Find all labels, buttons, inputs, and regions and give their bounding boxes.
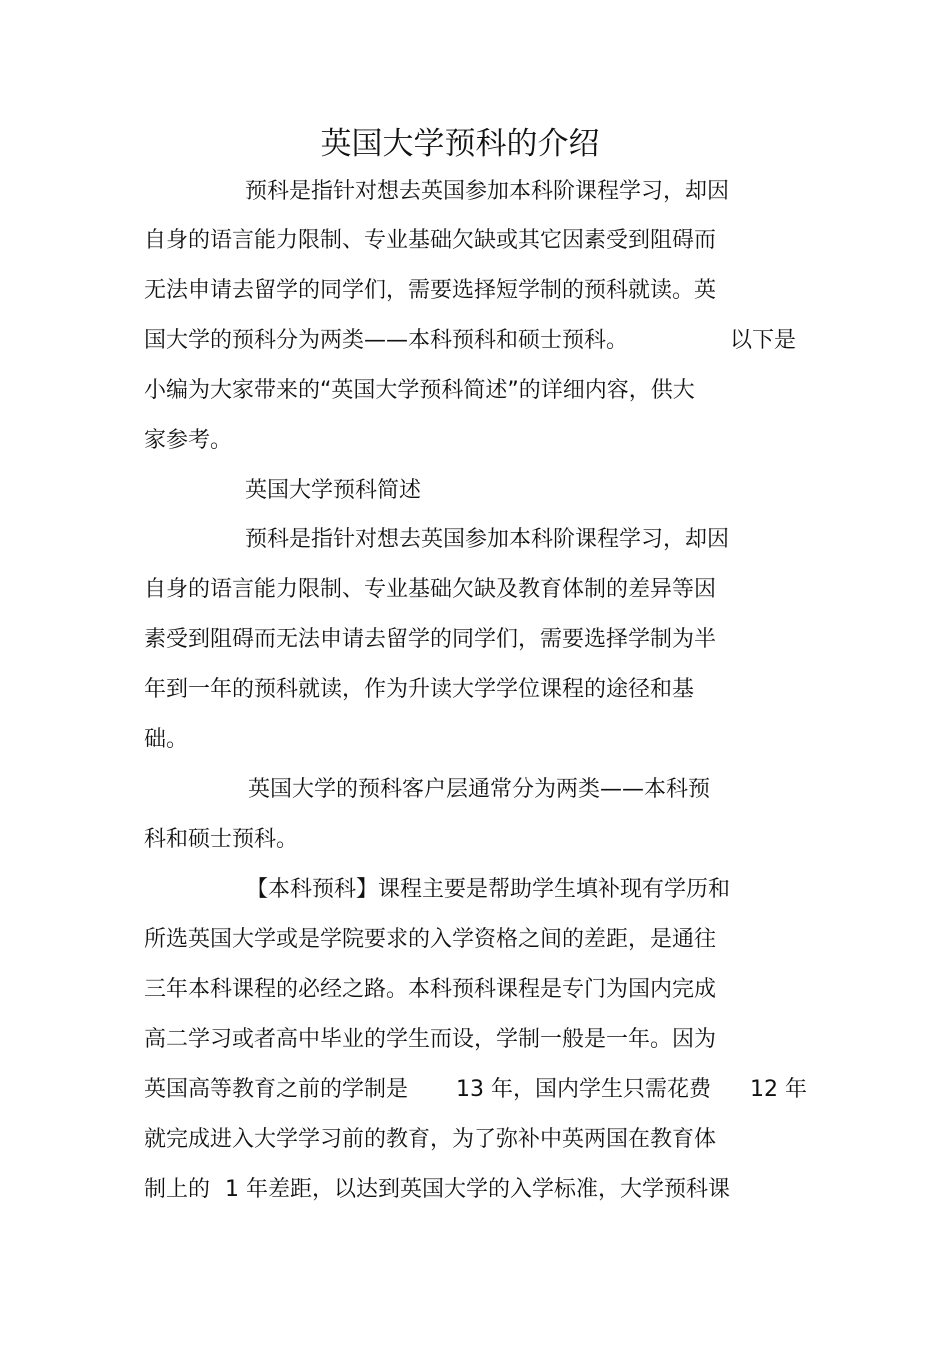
paragraph-line: 英国高等教育之前的学制是 bbox=[144, 1077, 409, 1102]
paragraph-line-fragment: 以下是 bbox=[730, 328, 797, 353]
paragraph-line: 素受到阻碍而无法申请去留学的同学们，需要选择学制为半 bbox=[144, 627, 717, 652]
section-heading: 英国大学预科简述 bbox=[245, 478, 422, 503]
paragraph-line: 所选英国大学或是学院要求的入学资格之间的差距，是通往 bbox=[144, 927, 717, 952]
paragraph-line: 制上的 bbox=[144, 1177, 211, 1202]
paragraph-line: 【本科预科】课程主要是帮助学生填补现有学历和 bbox=[246, 877, 731, 902]
paragraph-line-fragment: 1 年差距，以达到英国大学的入学标准，大学预科课 bbox=[225, 1177, 730, 1202]
paragraph-line: 高二学习或者高中毕业的学生而设，学制一般是一年。因为 bbox=[144, 1027, 717, 1052]
paragraph-line: 国大学的预科分为两类——本科预科和硕士预科。 bbox=[144, 328, 629, 353]
paragraph-line: 自身的语言能力限制、专业基础欠缺及教育体制的差异等因 bbox=[144, 577, 717, 602]
paragraph-line: 三年本科课程的必经之路。本科预科课程是专门为国内完成 bbox=[144, 977, 717, 1002]
paragraph-line: 英国大学的预科客户层通常分为两类——本科预 bbox=[248, 777, 711, 802]
paragraph-line-fragment: 12 年 bbox=[750, 1077, 807, 1102]
document-title: 英国大学预科的介绍 bbox=[320, 126, 600, 162]
paragraph-line: 就完成进入大学学习前的教育，为了弥补中英两国在教育体 bbox=[144, 1127, 717, 1152]
paragraph-line-fragment: 13 年，国内学生只需花费 bbox=[456, 1077, 711, 1102]
paragraph-line: 预科是指针对想去英国参加本科阶课程学习，却因 bbox=[245, 527, 730, 552]
paragraph-line: 年到一年的预科就读，作为升读大学学位课程的途径和基 bbox=[144, 677, 695, 702]
paragraph-line: 无法申请去留学的同学们，需要选择短学制的预科就读。英 bbox=[144, 278, 717, 303]
paragraph-line: 科和硕士预科。 bbox=[144, 827, 299, 852]
paragraph-line: 自身的语言能力限制、专业基础欠缺或其它因素受到阻碍而 bbox=[144, 228, 717, 253]
paragraph-line: 础。 bbox=[144, 727, 189, 752]
paragraph-line: 预科是指针对想去英国参加本科阶课程学习，却因 bbox=[245, 179, 730, 204]
paragraph-line: 小编为大家带来的“英国大学预科简述”的详细内容，供大 bbox=[144, 378, 695, 403]
paragraph-line: 家参考。 bbox=[144, 428, 233, 453]
